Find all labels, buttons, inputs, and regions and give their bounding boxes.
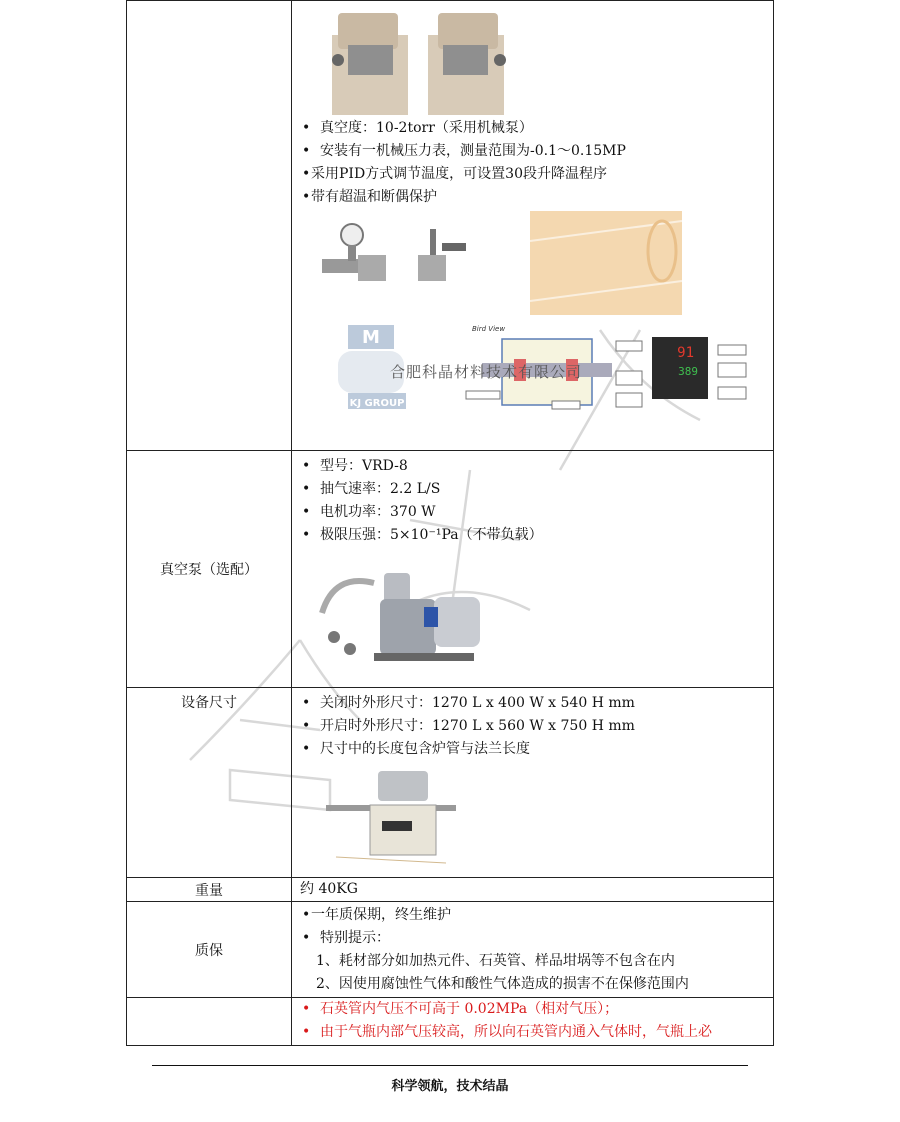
- weight-value: 约 40KG: [300, 881, 358, 897]
- furnace-photo: [326, 765, 456, 865]
- row-label: [127, 998, 292, 1046]
- row-label: 质保: [127, 902, 292, 998]
- note-line: • 石英管内气压不可高于 0.02MPa（相对气压）；: [302, 1001, 619, 1017]
- row-label: 重量: [127, 878, 292, 902]
- logo-text: KJ GROUP: [349, 398, 405, 409]
- table-row: [127, 998, 774, 1046]
- spec-line: •采用PID方式调节温度，可设置30段升降温程序: [302, 166, 607, 182]
- footer-rule: [152, 1065, 748, 1066]
- row-content: [292, 688, 774, 878]
- table-row: [127, 451, 774, 688]
- spec-line: 2、因使用腐蚀性气体和酸性气体造成的损害不在保修范围内: [316, 976, 689, 992]
- row-content: [292, 451, 774, 688]
- spec-line: •一年质保期，终生维护: [302, 907, 451, 923]
- spec-line: 1、耗材部分如加热元件、石英管、样品坩埚等不包含在内: [316, 953, 675, 969]
- row-content: [292, 902, 774, 998]
- spec-line: • 关闭时外形尺寸：1270 L x 400 W x 540 H mm: [302, 695, 635, 711]
- svg-text:Bird View: Bird View: [472, 325, 506, 333]
- spec-line: • 抽气速率：2.2 L/S: [302, 481, 441, 497]
- logo-letter-m: M: [362, 327, 380, 348]
- company-overlay-text: 合肥科晶材料技术有限公司: [390, 363, 583, 381]
- table-row: [127, 902, 774, 998]
- spec-line: • 电机功率：370 W: [302, 504, 436, 520]
- spec-line: • 开启时外形尺寸：1270 L x 560 W x 750 H mm: [302, 718, 635, 734]
- row-label: 真空泵（选配）: [127, 451, 292, 688]
- spec-line: • 安装有一机械压力表，测量范围为-0.1～0.15MP: [302, 143, 626, 159]
- row-content: [292, 1, 774, 451]
- row-content: [292, 998, 774, 1046]
- quartz-tube-photo: [530, 211, 682, 315]
- footer-slogan: 科学领航，技术结晶: [391, 1079, 509, 1094]
- table-row: [127, 1, 774, 451]
- spec-table: [126, 0, 774, 1046]
- spec-line: • 特别提示：: [302, 930, 390, 946]
- row-content: [292, 878, 774, 902]
- spec-line: • 尺寸中的长度包含炉管与法兰长度: [302, 741, 530, 757]
- note-line: • 由于气瓶内部气压较高，所以向石英管内通入气体时，气瓶上必: [302, 1024, 712, 1040]
- flange-photo: [328, 5, 568, 117]
- controller-display-top: 91: [677, 345, 694, 361]
- temperature-controller-photo: [612, 337, 762, 417]
- table-row: [127, 878, 774, 902]
- controller-display-bottom: 389: [678, 365, 698, 378]
- row-label: 设备尺寸: [127, 688, 292, 878]
- spec-line: •带有超温和断偶保护: [302, 189, 437, 205]
- pressure-gauge-photo: [318, 223, 488, 303]
- row-label: [127, 1, 292, 451]
- table-row: [127, 688, 774, 878]
- spec-line: • 极限压强：5×10⁻¹Pa（不带负载）: [302, 527, 543, 543]
- spec-line: • 型号：VRD-8: [302, 458, 408, 474]
- vacuum-pump-photo: [314, 553, 484, 683]
- spec-line: • 真空度：10-2torr（采用机械泵）: [302, 120, 533, 136]
